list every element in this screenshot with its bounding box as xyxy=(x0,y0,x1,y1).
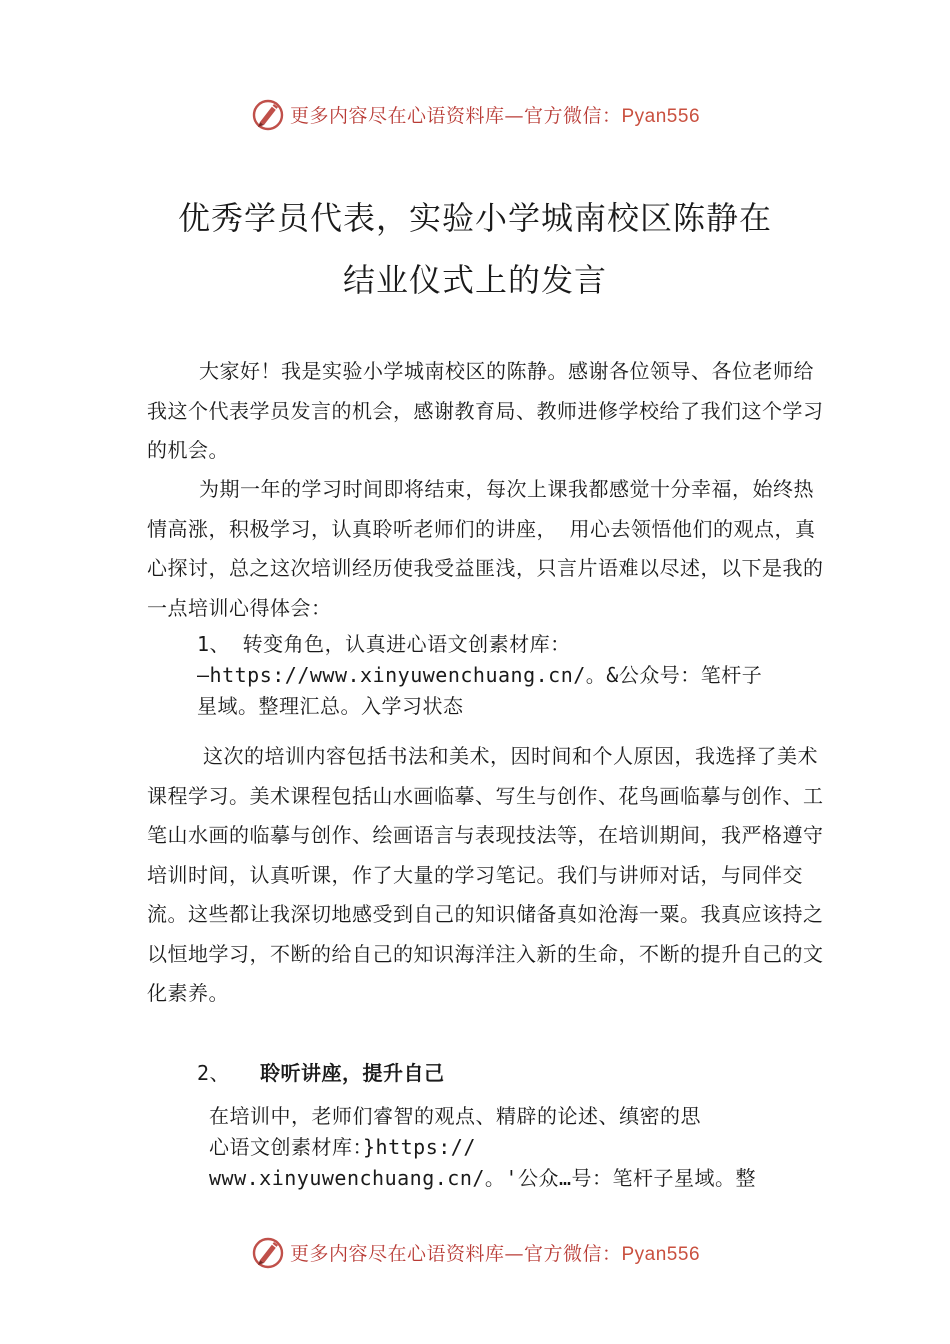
paragraph-training-content: 这次的培训内容包括书法和美术，因时间和个人原因，我选择了美术课程学习。美术课程包括山水画临摹、写生与创作、花鸟画临摹与创作、工笔山水画的临摹与创作、绘画语言与表现技法等，在培训期间，我严格遵守培训时间，认真听课，作了大量的学习笔记。我们与讲师对话，与同伴交流。这些都让我深切地感受到自己的知识储备真如沧海一粟。我真应该持之以恒地学习，不断的给自己的知识海洋注入新的生命，不断的提升自己的文化素养。 xyxy=(147,744,824,1005)
list-item-2-number: 2、 xyxy=(197,1061,231,1085)
list-item-2-title: 聆听讲座，提升自己 xyxy=(260,1061,445,1085)
paragraph-lectures-line-2: 心语文创素材库：}https:// xyxy=(209,1135,476,1159)
list-item-1-line-1: 1、 转变角色，认真进心语文创素材库： xyxy=(197,632,571,656)
banner-text: 更多内容尽在心语资料库—官方微信：Pyan556 xyxy=(289,1242,701,1265)
paragraph-intro: 为期一年的学习时间即将结束，每次上课我都感觉十分幸福，始终热情高涨，积极学习，认真聆听老师们的讲座， 用心去领悟他们的观点，真心探讨，总之这次培训经历使我受益匪浅，只言片语难以尽述，以下是我的一点培训心得体会： xyxy=(147,477,824,620)
title-line-1: 优秀学员代表，实验小学城南校区陈静在 xyxy=(177,199,772,237)
footer-banner xyxy=(0,1232,950,1272)
header-banner xyxy=(0,94,950,134)
banner-text: 更多内容尽在心语资料库—官方微信：Pyan556 xyxy=(289,104,701,127)
paragraph-lectures-line-1: 在培训中，老师们睿智的观点、精辟的论述、缜密的思 xyxy=(209,1104,701,1128)
list-item-1 xyxy=(197,629,837,722)
paragraph-lectures xyxy=(209,1101,849,1194)
page-title xyxy=(130,187,820,311)
list-item-2 xyxy=(197,1054,837,1094)
paragraph-greeting: 大家好！我是实验小学城南校区的陈静。感谢各位领导、各位老师给我这个代表学员发言的机会，感谢教育局、教师进修学校给了我们这个学习的机会。 xyxy=(147,359,824,462)
list-item-1-line-2: —https://www.xinyuwenchuang.cn/。&公众号：笔杆子 xyxy=(197,663,763,687)
title-line-2: 结业仪式上的发言 xyxy=(342,261,607,299)
pen-logo-icon xyxy=(250,96,286,132)
list-item-1-line-3: 星域。整理汇总。入学习状态 xyxy=(197,694,464,718)
pen-logo-icon xyxy=(250,1234,286,1270)
paragraph-lectures-line-3: www.xinyuwenchuang.cn/。'公众…号：笔杆子星域。整 xyxy=(209,1166,756,1190)
